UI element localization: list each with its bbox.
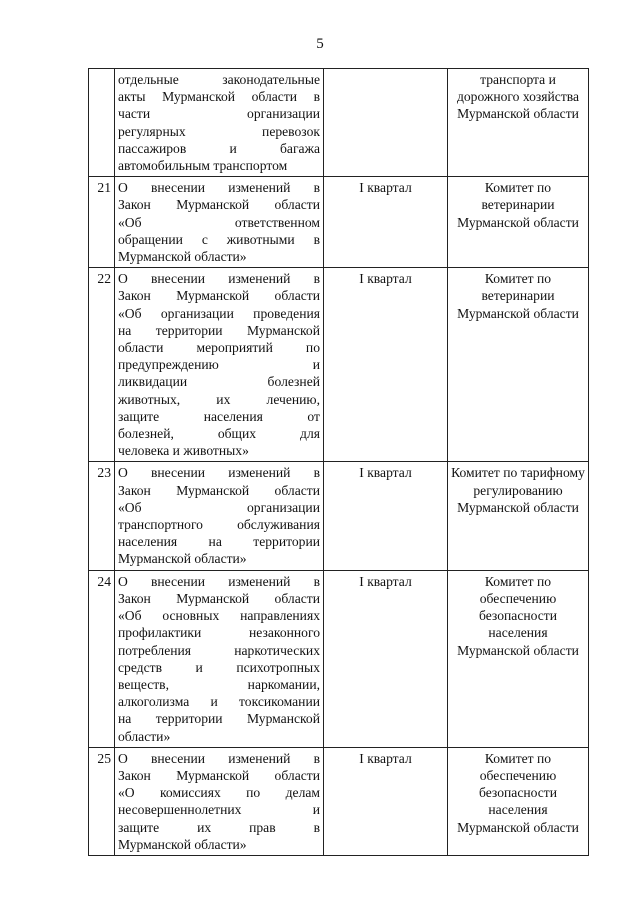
table-row [89,268,589,462]
responsible-body: Комитет по обеспечению безопасности населения Мурманской области [448,747,589,855]
law-title-line: транспортного обслуживания [118,517,320,533]
law-title-line: области мероприятий по [118,340,320,356]
responsible-body: Комитет по ветеринарии Мурманской области [448,177,589,268]
law-title-line: Мурманской области» [118,836,247,852]
law-title-line: О внесении изменений в [118,750,320,766]
law-title-line: области» [118,728,171,744]
row-number [89,69,115,177]
law-title-line: Закон Мурманской области [118,767,320,783]
law-title [115,747,324,855]
law-title-line: отдельные законодательные [118,72,320,87]
law-title-line: Мурманской области» [118,249,247,265]
deadline-period [324,69,448,177]
law-title-line: ликвидации болезней [118,374,320,390]
law-title-line: автомобильным транспортом [118,158,288,174]
law-title-line: несовершеннолетних и [118,802,320,818]
law-title [115,462,324,570]
law-title [115,268,324,462]
law-title-line: животных, их лечению, [118,391,320,407]
law-title-line: Закон Мурманской области [118,197,320,213]
deadline-period: I квартал [324,462,448,570]
law-title-line: предупреждению и [118,357,320,373]
row-number: 21 [89,177,115,268]
legislation-plan-table [88,68,589,856]
law-title [115,69,324,177]
law-title-line: на территории Мурманской [118,711,320,727]
law-title-line: «О комиссиях по делам [118,785,320,801]
law-title-line: Закон Мурманской области [118,590,320,606]
law-title-line: защите их прав в [118,819,320,835]
law-title-line: «Об ответственном [118,214,320,230]
deadline-period: I квартал [324,747,448,855]
law-title-line: О внесении изменений в [118,180,320,196]
law-title-line: болезней, общих для [118,426,320,442]
row-number: 22 [89,268,115,462]
row-number: 24 [89,570,115,747]
law-title-line: человека и животных» [118,443,249,459]
law-title-line: веществ, наркомании, [118,676,320,692]
law-title-line: населения на территории [118,534,320,550]
law-title-line: алкоголизма и токсикомании [118,694,320,710]
deadline-period: I квартал [324,177,448,268]
table-row [89,462,589,570]
law-title-line: пассажиров и багажа [118,140,320,156]
law-title-line: Закон Мурманской области [118,482,320,498]
table-row [89,177,589,268]
law-title-line: регулярных перевозок [118,123,320,139]
row-number: 25 [89,747,115,855]
law-title-line: «Об основных направлениях [118,608,320,624]
law-title-line: Мурманской области» [118,551,247,567]
law-title-line: обращении с животными в [118,231,320,247]
law-title-line: «Об организации проведения [118,305,320,321]
table-row [89,570,589,747]
law-title-line: «Об организации [118,499,320,515]
law-title-line: на территории Мурманской [118,322,320,338]
law-title-line: О внесении изменений в [118,573,320,589]
law-title-line: защите населения от [118,408,320,424]
row-number: 23 [89,462,115,570]
responsible-body: Комитет по обеспечению безопасности населения Мурманской области [448,570,589,747]
law-title-line: акты Мурманской области в [118,89,320,105]
law-title-line: средств и психотропных [118,659,320,675]
law-title-line: потребления наркотических [118,642,320,658]
responsible-body: транспорта и дорожного хозяйства Мурманской области [448,69,589,177]
law-title-line: О внесении изменений в [118,271,320,287]
law-title [115,177,324,268]
deadline-period: I квартал [324,268,448,462]
deadline-period: I квартал [324,570,448,747]
law-title-line: профилактики незаконного [118,625,320,641]
law-title [115,570,324,747]
table-row [89,747,589,855]
responsible-body: Комитет по тарифному регулированию Мурманской области [448,462,589,570]
law-title-line: О внесении изменений в [118,465,320,481]
page-number: 5 [316,36,324,52]
law-title-line: Закон Мурманской области [118,288,320,304]
law-title-line: части организации [118,106,320,122]
table-body [89,69,589,856]
responsible-body: Комитет по ветеринарии Мурманской области [448,268,589,462]
table-row [89,69,589,177]
